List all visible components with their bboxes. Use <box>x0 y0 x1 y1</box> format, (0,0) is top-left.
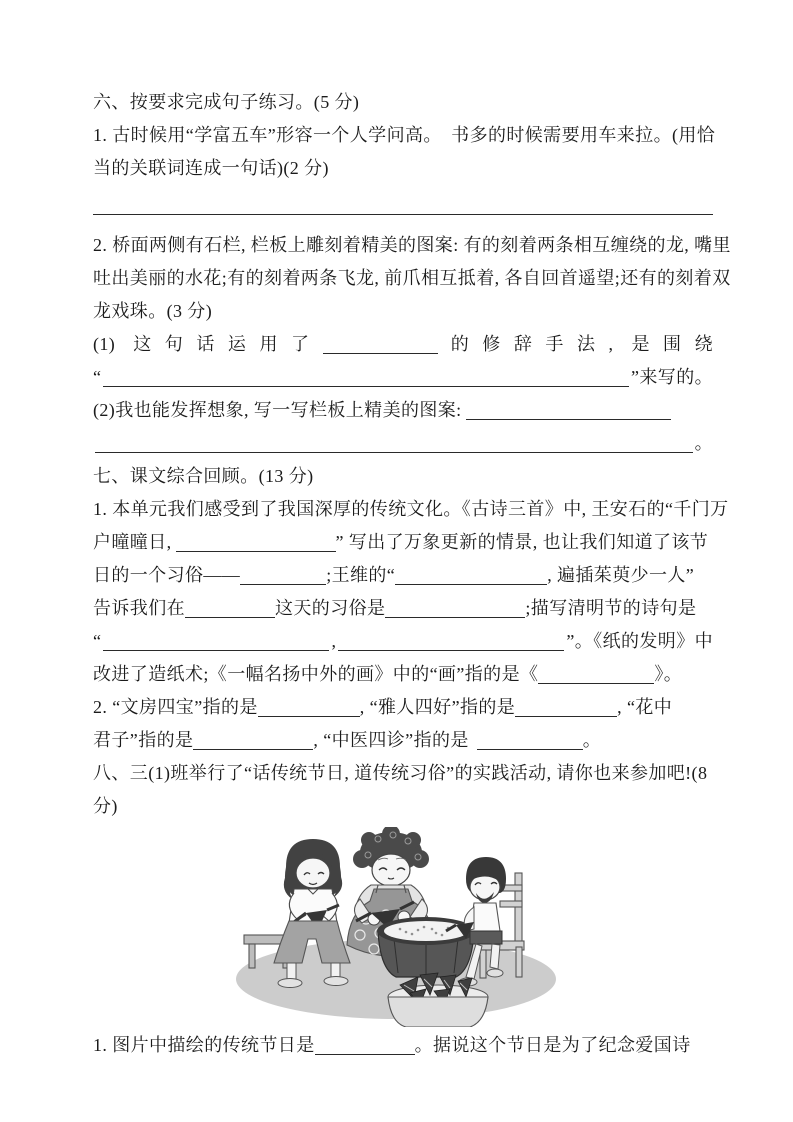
period-mark: 。 <box>582 730 602 750</box>
s6-sub2-label: (2)我也能发挥想象, 写一写栏板上精美的图案: <box>93 400 462 420</box>
answer-blank[interactable] <box>395 565 547 585</box>
s7-q2-l1-b: , “雅人四好”指的是 <box>359 697 516 717</box>
s6-q2-line2: 吐出美丽的水花;有的刻着两条飞龙, 前爪相互抵着, 各自回首遥望;还有的刻着双 <box>93 268 731 288</box>
s7-q1-l3-mid: ;王维的“ <box>326 565 396 585</box>
answer-blank[interactable] <box>258 697 360 717</box>
s6-q1-answer-line[interactable] <box>93 185 713 215</box>
s8-q1-post: 。据说这个节日是为了纪念爱国诗 <box>414 1035 691 1055</box>
answer-blank[interactable] <box>176 532 336 552</box>
s7-q1-line2 <box>93 526 713 559</box>
s6-sub1-text-post: 的修辞手法, 是围绕 <box>437 334 713 354</box>
s7-q2-line1 <box>93 691 713 724</box>
answer-blank[interactable] <box>240 565 326 585</box>
s7-q2-l2-b: , “中医四诊”指的是 <box>313 730 469 750</box>
answer-blank[interactable] <box>477 730 583 750</box>
s7-q1-l3-post: , 遍插茱萸少一人” <box>547 565 695 585</box>
period-mark: 。 <box>694 433 713 453</box>
answer-blank[interactable] <box>515 697 617 717</box>
comma-mark: , <box>331 631 337 651</box>
s7-q1-line6 <box>93 658 713 691</box>
s7-q2-line2 <box>93 724 713 757</box>
s7-q2-l2-a: 君子”指的是 <box>93 730 194 750</box>
s7-q2-l1-a: 2. “文房四宝”指的是 <box>93 697 258 717</box>
s6-q2-sub1 <box>93 328 713 361</box>
section-7-heading: 七、课文综合回顾。(13 分) <box>93 466 314 486</box>
s7-q1-l6-post: 》。 <box>654 664 683 684</box>
open-quote: “ <box>93 367 102 387</box>
s7-q1-line5 <box>93 625 713 658</box>
s7-q1-line4 <box>93 592 713 625</box>
answer-blank[interactable] <box>315 1035 415 1055</box>
s7-q2-l1-c: , “花中 <box>617 697 673 717</box>
answer-blank[interactable] <box>95 427 693 453</box>
s8-q1 <box>93 1029 713 1062</box>
open-quote: “ <box>93 631 102 651</box>
s7-q1-l4-mid: 这天的习俗是 <box>275 598 386 618</box>
answer-blank[interactable] <box>538 664 654 684</box>
s6-q2-sub2-continuation <box>93 427 713 460</box>
answer-blank[interactable] <box>338 625 564 651</box>
s6-q1-line1: 1. 古时候用“学富五车”形容一个人学问高。 书多的时候需要用车来拉。(用恰 <box>93 125 716 145</box>
section-6-heading: 六、按要求完成句子练习。(5 分) <box>93 92 360 112</box>
s7-q1-l4-pre: 告诉我们在 <box>93 598 185 618</box>
s6-q2-sub2 <box>93 394 713 427</box>
s7-q1-l4-post: ;描写清明节的诗句是 <box>525 598 697 618</box>
s7-q1-l5-post: ”。《纸的发明》中 <box>566 631 714 651</box>
s6-q2-line1: 2. 桥面两侧有石栏, 栏板上雕刻着精美的图案: 有的刻着两条相互缠绕的龙, 嘴里 <box>93 235 731 255</box>
s7-q1-l2-pre: 户曈曈日, <box>93 532 172 552</box>
s7-q1-l2-post: ” 写出了万象更新的情景, 也让我们知道了该节 <box>335 532 709 552</box>
s6-q2-line3: 龙戏珠。(3 分) <box>93 301 213 321</box>
section-8-heading-line1: 八、三(1)班举行了“话传统节日, 道传统习俗”的实践活动, 请你也来参加吧!(8 <box>93 763 708 783</box>
answer-blank[interactable] <box>103 361 629 387</box>
s8-q1-pre: 1. 图片中描绘的传统节日是 <box>93 1035 315 1055</box>
s6-q2-sub1-quote-line <box>93 361 713 394</box>
answer-blank[interactable] <box>103 625 329 651</box>
s7-q1-line1: 1. 本单元我们感受到了我国深厚的传统文化。《古诗三首》中, 王安石的“千门万 <box>93 499 729 519</box>
s7-q1-l3-pre: 日的一个习俗—— <box>93 565 241 585</box>
section-8-heading-line2: 分) <box>93 796 118 816</box>
s6-sub1-quote-tail: ”来写的。 <box>631 367 713 387</box>
s7-q1-l6-pre: 改进了造纸术;《一幅名扬中外的画》中的“画”指的是《 <box>93 664 539 684</box>
answer-blank[interactable] <box>193 730 313 750</box>
s7-q1-line3 <box>93 559 713 592</box>
zongzi-making-illustration <box>228 827 558 1027</box>
s6-sub1-text-pre: (1) 这句话运用了 <box>93 334 323 354</box>
answer-blank[interactable] <box>466 400 671 420</box>
s6-q1-line2: 当的关联词连成一句话)(2 分) <box>93 158 329 178</box>
answer-blank[interactable] <box>323 334 438 354</box>
answer-blank[interactable] <box>385 598 525 618</box>
answer-blank[interactable] <box>185 598 275 618</box>
